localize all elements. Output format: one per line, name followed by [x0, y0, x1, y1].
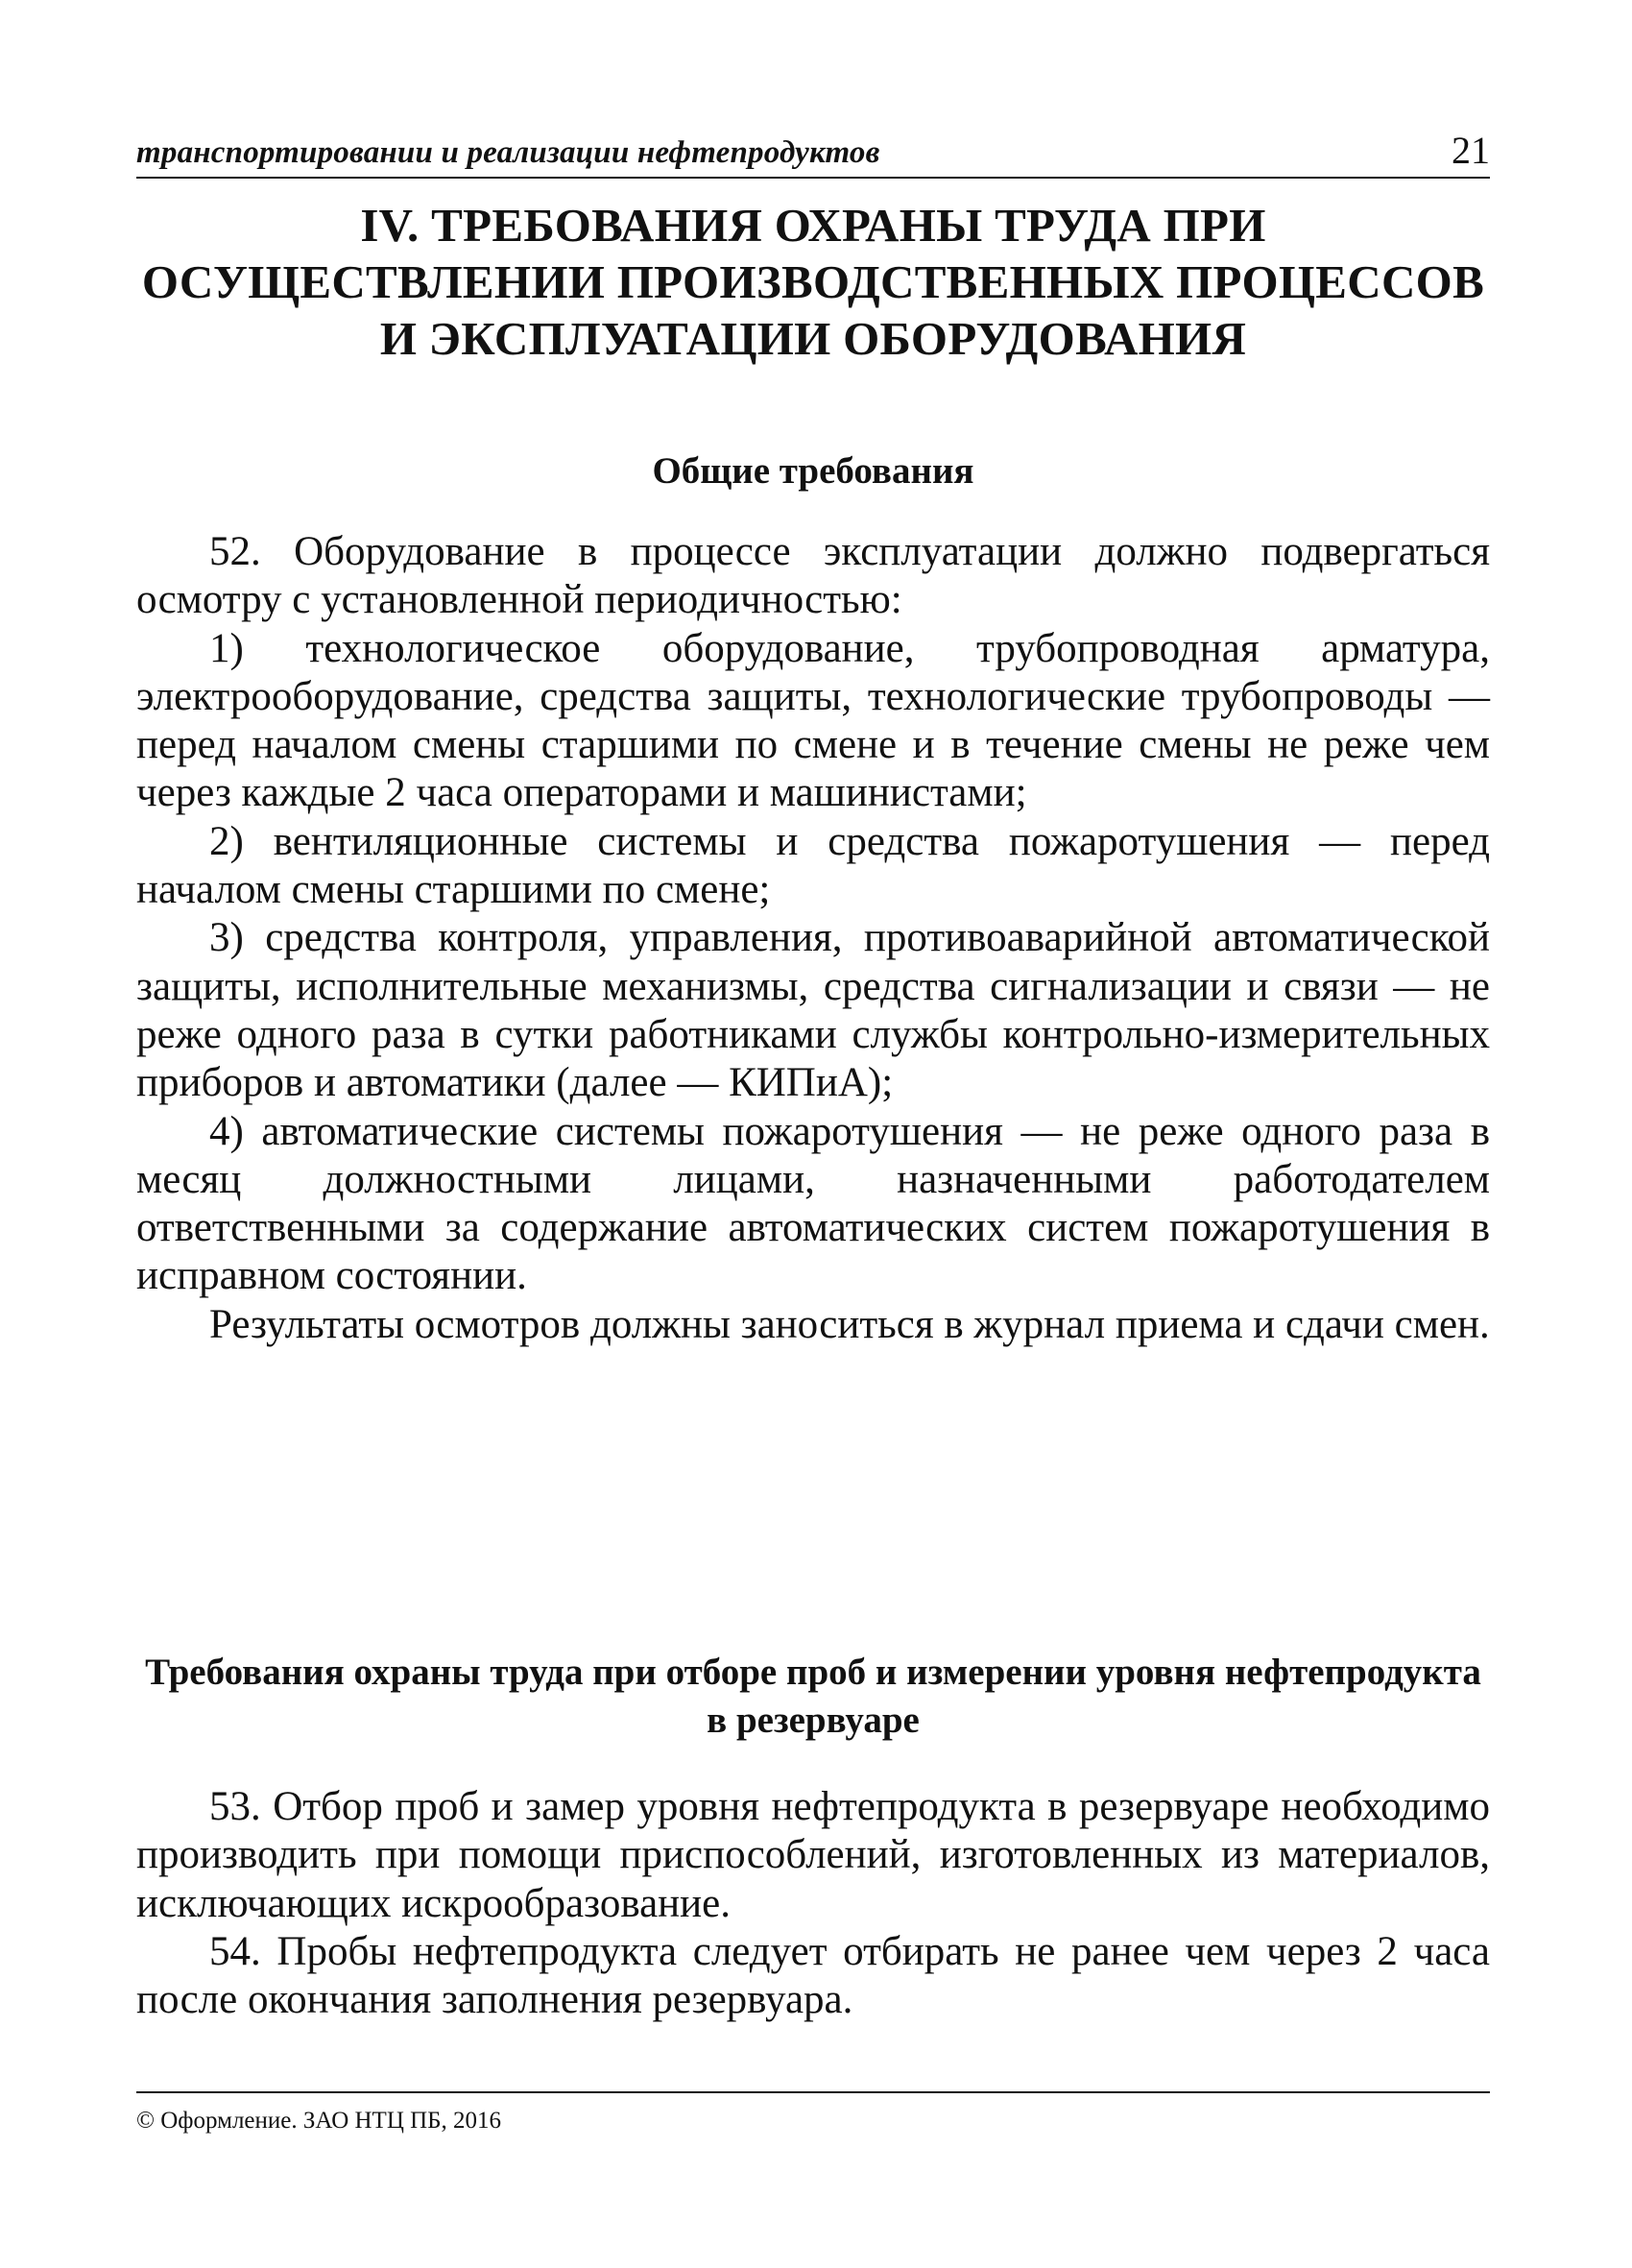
- paragraph: 2) вентиляционные системы и средства пожаротушения — перед началом смены старшими по смене;: [136, 818, 1490, 913]
- paragraph: 4) автоматические системы пожаротушения — не реже одного раза в месяц должностными лицами, назначенными работодателем ответственными за содержание автоматических систем пожаротушения в исправном состоянии.: [136, 1108, 1490, 1299]
- chapter-title: IV. ТРЕБОВАНИЯ ОХРАНЫ ТРУДА ПРИ ОСУЩЕСТВЛЕНИИ ПРОИЗВОДСТВЕННЫХ ПРОЦЕССОВ И ЭКСПЛУАТАЦИИ ОБОРУДОВАНИЯ: [141, 199, 1485, 365]
- paragraph: 52. Оборудование в процессе эксплуатации должно подвергаться осмотру с установленной периодичностью:: [136, 529, 1490, 623]
- paragraph: 53. Отбор проб и замер уровня нефтепродукта в резервуаре необходимо производить при помощи приспособлений, изготовленных из материалов, исключающих искрообразование.: [136, 1784, 1490, 1926]
- section-heading-general: Общие требования: [652, 450, 974, 492]
- running-title: транспортировании и реализации нефтепродуктов: [136, 135, 880, 170]
- paragraph: 1) технологическое оборудование, трубопроводная арматура, электрооборудование, средства защиты, технологические трубопроводы — перед началом смены старшими по смене и в течение смены не реже чем через каждые 2 часа операторами и машинистами;: [136, 625, 1490, 816]
- section-body-sampling: [136, 1783, 1490, 2024]
- paragraph: 54. Пробы нефтепродукта следует отбирать не ранее чем через 2 часа после окончания заполнения резервуара.: [136, 1928, 1490, 2023]
- section-heading-sampling: Требования охраны труда при отборе проб и измерении уровня нефтепродукта в резервуаре: [145, 1652, 1481, 1741]
- footer-divider: [136, 2091, 1490, 2093]
- page-number: 21: [1452, 129, 1490, 172]
- section-body-general: [136, 528, 1490, 1349]
- paragraph: 3) средства контроля, управления, противоаварийной автоматической защиты, исполнительные механизмы, средства сигнализации и связи — не реже одного раза в сутки работниками службы контрольно-измерительных приборов и автоматики (далее — КИПиА);: [136, 915, 1490, 1106]
- running-header: [136, 123, 1490, 179]
- paragraph: Результаты осмотров должны заноситься в журнал приема и сдачи смен.: [209, 1301, 1490, 1347]
- copyright-note: © Оформление. ЗАО НТЦ ПБ, 2016: [136, 2108, 502, 2134]
